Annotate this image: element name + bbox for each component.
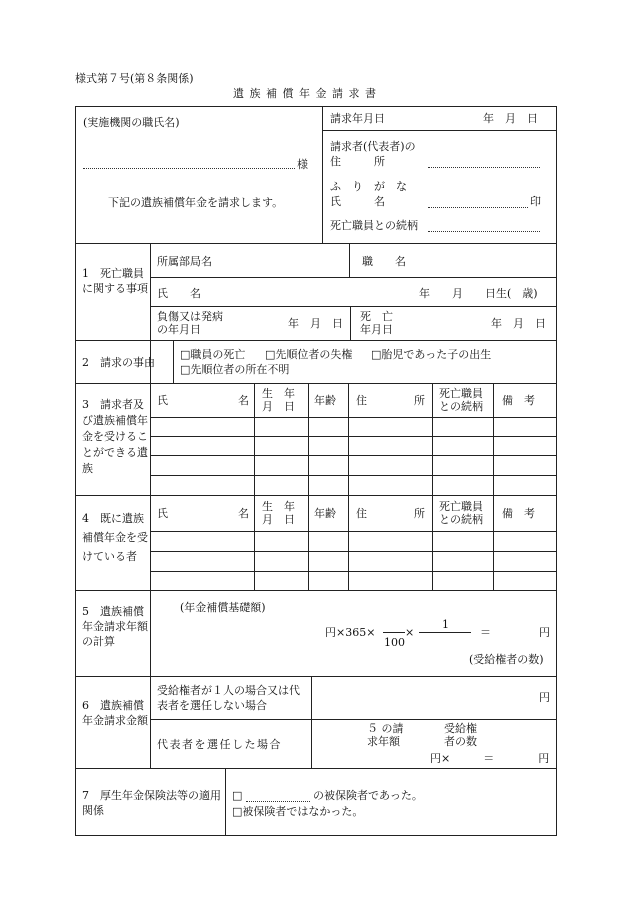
col4-age: 年齢 — [314, 507, 336, 520]
col4-name-2: 名 — [238, 507, 249, 520]
col-name-1: 氏 — [157, 394, 168, 407]
single-yen: 円 — [539, 691, 550, 704]
col4-address-2: 所 — [414, 507, 425, 520]
col-remarks: 備 考 — [502, 394, 535, 407]
reason-birth-checkbox[interactable]: □胎児であった子の出生 — [371, 348, 492, 361]
col-age: 年齢 — [314, 394, 336, 407]
death-label: 死 亡 年月日 — [360, 310, 393, 336]
annual-amount-label: ５ の請 求年額 — [367, 722, 404, 748]
beneficiary-count: (受給権者の数) — [469, 653, 544, 666]
relation-label: 死亡職員との続柄 — [330, 219, 418, 232]
injury-label: 負傷又は発病の年月日 — [157, 310, 223, 336]
col-name-2: 名 — [238, 394, 249, 407]
section7-title: 7 厚生年金保険法等の適用関係 — [82, 789, 221, 817]
col-birth: 生 年 月 日 — [262, 387, 295, 413]
reason-missing-checkbox[interactable]: □先順位者の所在不明 — [180, 363, 290, 376]
col-relation: 死亡職員 との続柄 — [439, 387, 483, 413]
form-number: 様式第７号(第８条関係) — [75, 72, 194, 85]
col-address-2: 所 — [414, 394, 425, 407]
reason-death-checkbox[interactable]: □職員の死亡 — [180, 348, 246, 361]
denominator: 100 — [384, 636, 405, 649]
reason-forfeit-checkbox[interactable]: □先順位者の失権 — [265, 348, 353, 361]
birth-label: 年 月 日生( 歳) — [419, 287, 538, 300]
col4-birth: 生 年 月 日 — [262, 500, 295, 526]
section1-title: 1 死亡職員に関する事項 — [82, 267, 148, 295]
agency-label: (実施機関の職氏名) — [83, 116, 180, 129]
representative-label: 代表者を選任した場合 — [157, 738, 282, 751]
section2-title: 2 請求の事由 — [82, 356, 155, 369]
section3-title: 3 請求者及び遺族補償年金を受けることができる遺族 — [82, 398, 148, 475]
deceased-name-label: 氏 名 — [157, 287, 201, 300]
address-field[interactable] — [428, 167, 540, 168]
insured-text: の被保険者であった。 — [313, 789, 423, 802]
dept-label: 所属部局名 — [157, 255, 212, 268]
not-insured-checkbox[interactable]: □被保険者ではなかった。 — [232, 805, 364, 818]
agency-name-line[interactable] — [83, 168, 295, 169]
representative-calc: 円× ＝ 円 — [430, 752, 550, 765]
single-case-label: 受給権者が１人の場合又は代表者を選任しない場合 — [157, 684, 300, 712]
formula-left: 円×365× — [325, 626, 376, 639]
post-label: 職 名 — [362, 255, 406, 268]
yen-label: 円 — [539, 626, 550, 639]
col4-relation: 死亡職員 との続柄 — [439, 500, 483, 526]
section4-title: 4 既に遺族補償年金を受けている者 — [82, 512, 148, 563]
fraction-bar-1 — [383, 632, 405, 633]
claimant-label: 請求者(代表者)の — [330, 140, 416, 153]
insurance-type-field[interactable] — [246, 801, 310, 802]
address-label: 住 所 — [330, 155, 385, 168]
col-address-1: 住 — [356, 394, 367, 407]
injury-date[interactable]: 年 月 日 — [288, 317, 343, 330]
section5-title: 5 遺族補償年金請求年額の計算 — [82, 605, 148, 648]
times-sign: × — [405, 626, 415, 639]
numerator: 1 — [442, 618, 449, 631]
seal-mark: 印 — [530, 195, 541, 208]
insured-checkbox[interactable]: □ — [232, 789, 243, 802]
page-title: 遺 族 補 償 年 金 請 求 書 — [233, 87, 377, 100]
furigana-label: ふ り が な — [330, 180, 407, 193]
date-label: 請求年月日 — [330, 112, 385, 125]
date-blanks[interactable]: 年 月 日 — [483, 112, 538, 125]
col4-address-1: 住 — [356, 507, 367, 520]
equals-sign: ＝ — [480, 626, 491, 639]
holders-label: 受給権 者の数 — [444, 722, 477, 748]
col4-name-1: 氏 — [157, 507, 168, 520]
claimant-name-field[interactable] — [428, 207, 528, 208]
col4-remarks: 備 考 — [502, 507, 535, 520]
sama-label: 様 — [297, 158, 308, 171]
request-statement: 下記の遺族補償年金を請求します。 — [108, 196, 284, 209]
fraction-bar-2 — [419, 632, 471, 633]
section6-title: 6 遺族補償年金請求金額 — [82, 699, 148, 727]
death-date[interactable]: 年 月 日 — [491, 317, 546, 330]
base-label: (年金補償基礎額) — [180, 601, 266, 614]
relation-field[interactable] — [428, 231, 540, 232]
name-label: 氏 名 — [330, 195, 385, 208]
